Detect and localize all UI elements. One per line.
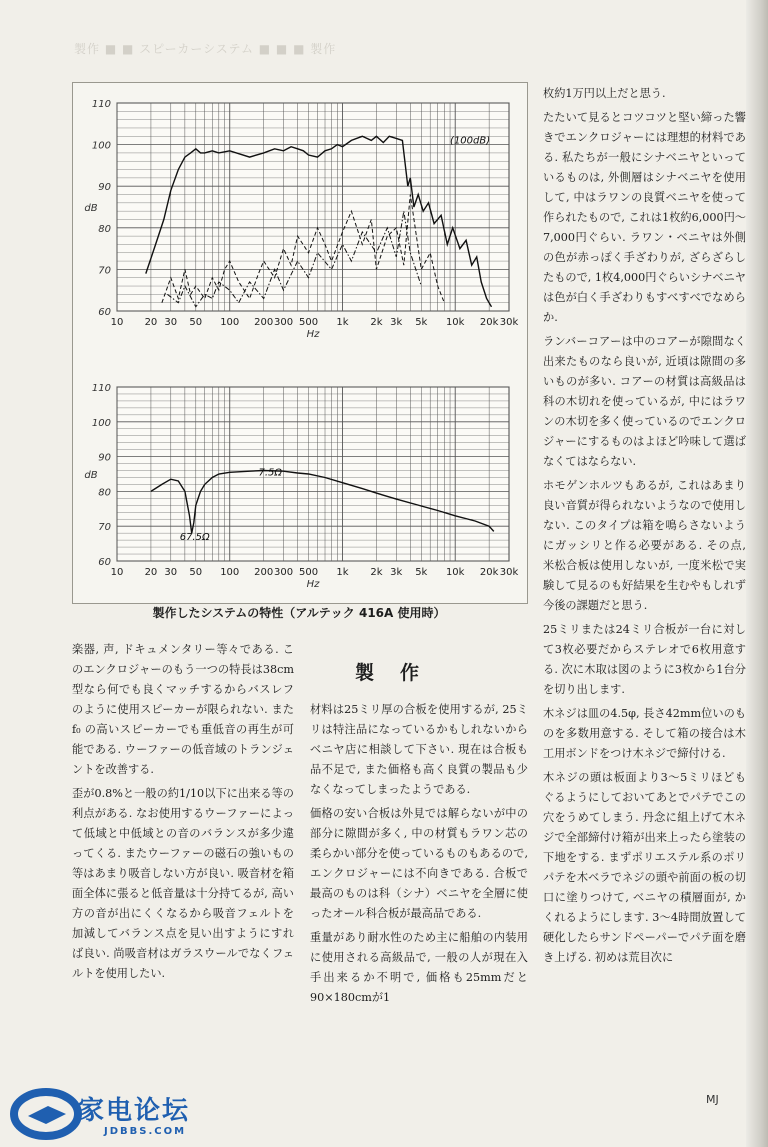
x-tick-label: 30k: [499, 567, 519, 578]
y-tick-label: 60: [98, 307, 111, 318]
x-tick-label: 10k: [445, 317, 465, 328]
x-tick-label: 5k: [415, 567, 428, 578]
text-column-left: [72, 640, 294, 988]
watermark-url: JDBBS.COM: [104, 1126, 187, 1137]
paragraph: 材料は25ミリ厚の合板を使用するが, 25ミリは特注品になっているかもしれないからベニヤ店に相談して下さい. 現在は合板も品不足で, また価格も高く良質の製品も少なくなってしまったようである.: [310, 703, 528, 796]
chart-annotation: (100dB): [450, 135, 491, 147]
x-tick-label: 100: [220, 317, 240, 328]
y-tick-label: 100: [91, 140, 111, 152]
figure-frame: [72, 82, 528, 604]
x-tick-label: 500: [298, 317, 319, 328]
y-tick-label: 90: [98, 182, 111, 194]
x-tick-label: 3k: [390, 317, 403, 328]
chart-annotation: 67.5Ω: [179, 532, 210, 544]
y-tick-label: 100: [91, 417, 111, 429]
page-mark: MJ: [706, 1093, 719, 1106]
paragraph: 楽器, 声, ドキュメンタリー等々である. このエンクロジャーのもう一つの特長は38cm型なら何でも良くマッチするからバスレフのように使用スピーカーが限られない. また f₀ の高いスピーカーでも重低音の再生が可能である. ウーファーの低音域のトランジェントを改善する.: [72, 643, 294, 776]
x-tick-label: 10: [110, 567, 124, 578]
y-tick-label: 90: [98, 452, 111, 464]
paragraph: 歪が0.8%と一般の約1/10以下に出来る等の利点がある. なお使用するウーファーによって低域と中低域との音のバランスが多少違ってくる. またウーファーの磁石の強いもの等はあまり吸音しない方が良い. 吸音材を箱面全体に張ると低音量は十分持てるが, 高い方の音が出にくくなるから吸音フェルトを加減してバランス点を見い出すようにすれば良い. 尚吸音材はガラスウールでなくフェルトを使用したい.: [72, 787, 294, 980]
frequency-charts: [73, 83, 527, 603]
x-tick-label: 20k: [479, 317, 499, 328]
x-axis-label: Hz: [306, 579, 320, 590]
paragraph: 25ミリまたは24ミリ合板が一台に対して3枚必要だからステレオで6枚用意する. 次に木取は図のように3枚から1台分を切り出します.: [543, 623, 746, 696]
x-tick-label: 100: [220, 567, 240, 578]
paragraph: 木ネジの頭は板面より3～5ミリほどもぐるようにしておいてあとでパテでこの穴をうめてしまう. 丹念に組上げて木ネジで全部締付け箱が出来上ったら塗装の下地をする. まずポリエステル系のポリパテを木ベラでネジの頭や前面の板の切口に塗りつけて, ベニヤの積層面が, かくれるようにします. 3～4時間放置して硬化したらサンドペーパーでパテ面を磨き上げる. 初めは荒目次に: [543, 771, 746, 964]
x-tick-label: 20: [144, 317, 158, 328]
x-tick-label: 10k: [445, 567, 465, 578]
x-tick-label: 1k: [336, 567, 349, 578]
x-tick-label: 20: [144, 567, 158, 578]
x-tick-label: 200: [254, 317, 274, 328]
paragraph: ランバーコアーは中のコアーが隙間なく出来たものなら良いが, 近頃は隙間の多いものが多い. コアーの材質は高級品は科の木切れを使っているが, 中にはラワンの木切を多く使っているのでエンクロジャーにするものはよほど吟味して選ばなくてはならない.: [543, 335, 746, 468]
page-binding-shadow: [746, 0, 768, 1147]
paragraph: 重量があり耐水性のため主に船舶の内装用に使用される高級品で, 一般の人が現在入手出来るか不明で, 価格も25mmだと90×180cmが1: [310, 931, 528, 1004]
x-tick-label: 3k: [390, 567, 403, 578]
x-tick-label: 2k: [370, 317, 383, 328]
text-column-right: [543, 84, 746, 972]
y-tick-label: 70: [98, 522, 111, 534]
x-tick-label: 30: [164, 567, 178, 578]
y-tick-label: 110: [91, 99, 111, 110]
x-tick-label: 500: [298, 567, 319, 578]
y-tick-label: 60: [98, 557, 111, 568]
running-header: 製作 ■ ■ スピーカーシステム ■ ■ ■ 製作: [74, 42, 337, 56]
x-axis-label: Hz: [306, 329, 320, 340]
x-tick-label: 30k: [499, 317, 519, 328]
paragraph: たたいて見るとコツコツと堅い締った響きでエンクロジャーには理想的材料である. 私たちが一般にシナベニヤといっているものは, 外側層はシナベニヤを使用して, 中はラワンの良質ベニヤを使って作られたもので, これは1枚約6,000円～7,000円ぐらい. ラワン・ベニヤは外側の色が赤っぽく手ざわりが, ざらざらしたもので, 1枚4,000円ぐらいシナベニヤは色が白く手ざわりもすべすべでなめらか.: [543, 111, 746, 324]
x-tick-label: 20k: [479, 567, 499, 578]
x-tick-label: 30: [164, 317, 178, 328]
x-tick-label: 2k: [370, 567, 383, 578]
paragraph: 木ネジは皿の4.5φ, 長さ42mm位いのものを多数用意する. そして箱の接合は木工用ボンドをつけ木ネジで締付ける.: [543, 707, 746, 760]
y-axis-label: dB: [84, 203, 98, 214]
x-tick-label: 300: [273, 317, 294, 328]
figure-caption: 製作したシステムの特性（アルテック 416A 使用時）: [152, 606, 446, 620]
x-tick-label: 300: [273, 567, 294, 578]
y-tick-label: 80: [98, 487, 111, 499]
y-tick-label: 80: [98, 223, 111, 235]
paragraph: 枚約1万円以上だと思う.: [543, 87, 666, 100]
x-tick-label: 5k: [415, 317, 428, 328]
y-tick-label: 110: [91, 383, 111, 394]
y-axis-label: dB: [84, 470, 98, 481]
text-column-middle: [310, 700, 528, 1012]
paragraph: ホモゲンホルツもあるが, これはあまり良い音質が得られないようなので使用しない. このタイプは箱を鳴らさないようにガッシリと作る必要がある. その点, 米松合板は使用しないが, 一度米松で実験して見るのも好結果を生むやもしれず今後の課題だと思う.: [543, 479, 746, 612]
section-title: 製作: [355, 662, 446, 684]
watermark-text: 家电论坛: [78, 1096, 191, 1126]
paragraph: 価格の安い合板は外見では解らないが中の部分に隙間が多く, 中の材質もラワン芯の柔らかい部分を使っているものもあるので, エンクロジャーには不向きである. 合板で最高のものは科（シナ）ベニヤを全層に使ったオール科合板が最高品である.: [310, 807, 528, 920]
x-tick-label: 1k: [336, 317, 349, 328]
x-tick-label: 200: [254, 567, 274, 578]
chart-annotation: 7.5Ω: [258, 467, 283, 479]
x-tick-label: 50: [189, 317, 203, 328]
y-tick-label: 70: [98, 265, 111, 277]
x-tick-label: 50: [189, 567, 203, 578]
x-tick-label: 10: [110, 317, 124, 328]
